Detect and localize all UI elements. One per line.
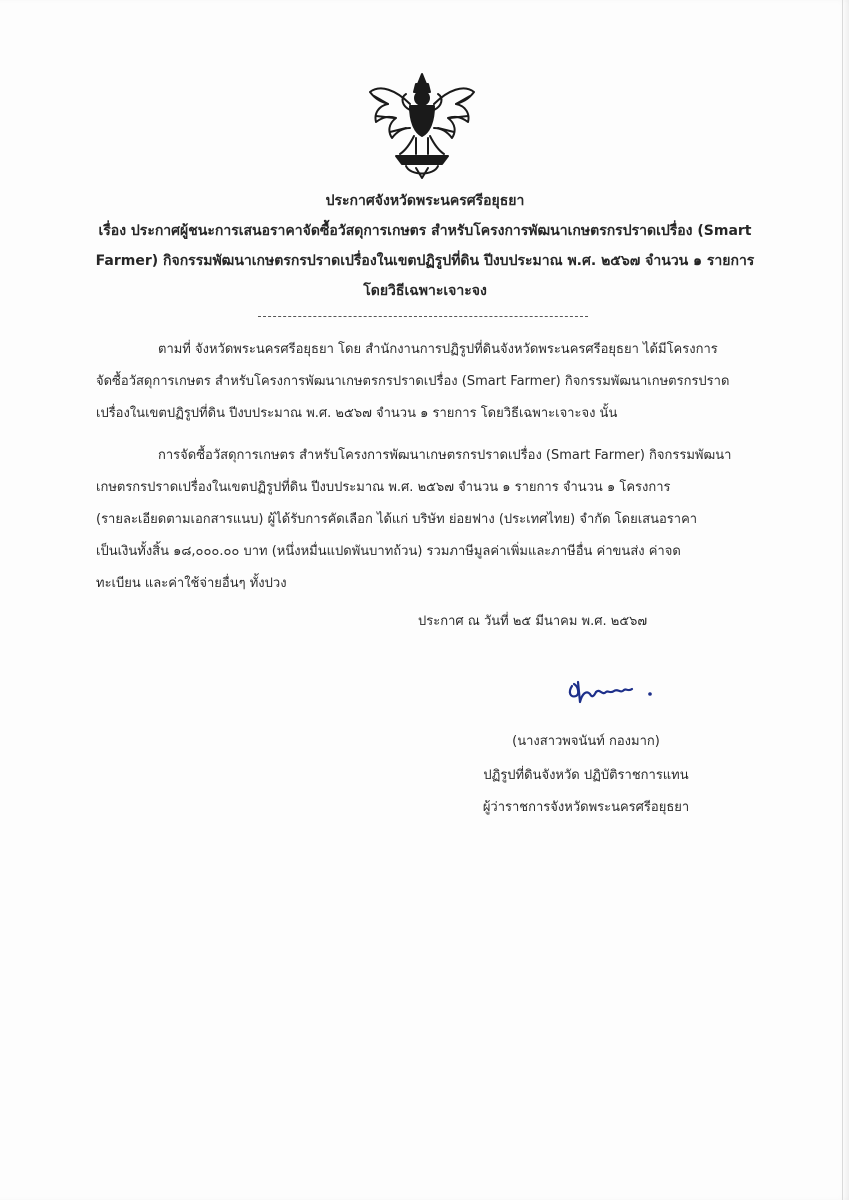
announcement-title: ประกาศจังหวัดพระนครศรีอยุธยา <box>325 193 525 209</box>
paragraph-2-line-3: (รายละเอียดตามเอกสารแนบ) ผู้ได้รับการคัดเลือก ได้แก่ บริษัท ย่อยฟาง (ประเทศไทย) จำกัด โดยเสนอราคา <box>96 512 698 527</box>
announce-date: ประกาศ ณ วันที่ ๒๕ มีนาคม พ.ศ. ๒๕๖๗ <box>418 614 648 629</box>
paragraph-1-line-3: เปรื่องในเขตปฏิรูปที่ดิน ปีงบประมาณ พ.ศ. ๒๕๖๗ จำนวน ๑ รายการ โดยวิธีเฉพาะเจาะจง นั้น <box>96 406 618 421</box>
paragraph-2-line-1: การจัดซื้อวัสดุการเกษตร สำหรับโครงการพัฒนาเกษตรกรปราดเปรื่อง (Smart Farmer) กิจกรรมพัฒนา <box>158 448 732 463</box>
page-edge-shadow <box>842 0 843 1200</box>
paragraph-2-line-2: เกษตรกรปราดเปรื่องในเขตปฏิรูปที่ดิน ปีงบประมาณ พ.ศ. ๒๕๖๗ จำนวน ๑ รายการ จำนวน ๑ โครงการ <box>96 480 671 495</box>
paragraph-2-line-5: ทะเบียน และค่าใช้จ่ายอื่นๆ ทั้งปวง <box>96 576 287 591</box>
subject-line-2: Farmer) กิจกรรมพัฒนาเกษตรกรปราดเปรื่องในเขตปฏิรูปที่ดิน ปีงบประมาณ พ.ศ. ๒๕๖๗ จำนวน ๑ รายการ <box>95 253 755 269</box>
subject-line-1: เรื่อง ประกาศผู้ชนะการเสนอราคาจัดซื้อวัสดุการเกษตร สำหรับโครงการพัฒนาเกษตรกรปราดเปรื่อง (Smart <box>98 223 752 239</box>
paragraph-1-line-2: จัดซื้อวัสดุการเกษตร สำหรับโครงการพัฒนาเกษตรกรปราดเปรื่อง (Smart Farmer) กิจกรรมพัฒนาเกษตรกรปราด <box>96 374 730 389</box>
dashed-divider <box>258 316 588 317</box>
handwritten-signature-icon <box>566 676 656 710</box>
paragraph-2-line-4: เป็นเงินทั้งสิ้น ๑๘,๐๐๐.๐๐ บาท (หนึ่งหมื่นแปดพันบาทถ้วน) รวมภาษีมูลค่าเพิ่มและภาษีอื่น ค่าขนส่ง ค่าจด <box>96 544 681 559</box>
garuda-emblem-icon <box>366 70 478 180</box>
signer-name: (นางสาวพจนันท์ กองมาก) <box>512 734 660 749</box>
signer-position-1: ปฏิรูปที่ดินจังหวัด ปฏิบัติราชการแทน <box>483 768 689 783</box>
subject-line-3: โดยวิธีเฉพาะเจาะจง <box>363 283 487 299</box>
paragraph-1-line-1: ตามที่ จังหวัดพระนครศรีอยุธยา โดย สำนักงานการปฏิรูปที่ดินจังหวัดพระนครศรีอยุธยา ได้มีโครงการ <box>158 342 718 357</box>
signer-position-2: ผู้ว่าราชการจังหวัดพระนครศรีอยุธยา <box>482 800 690 815</box>
